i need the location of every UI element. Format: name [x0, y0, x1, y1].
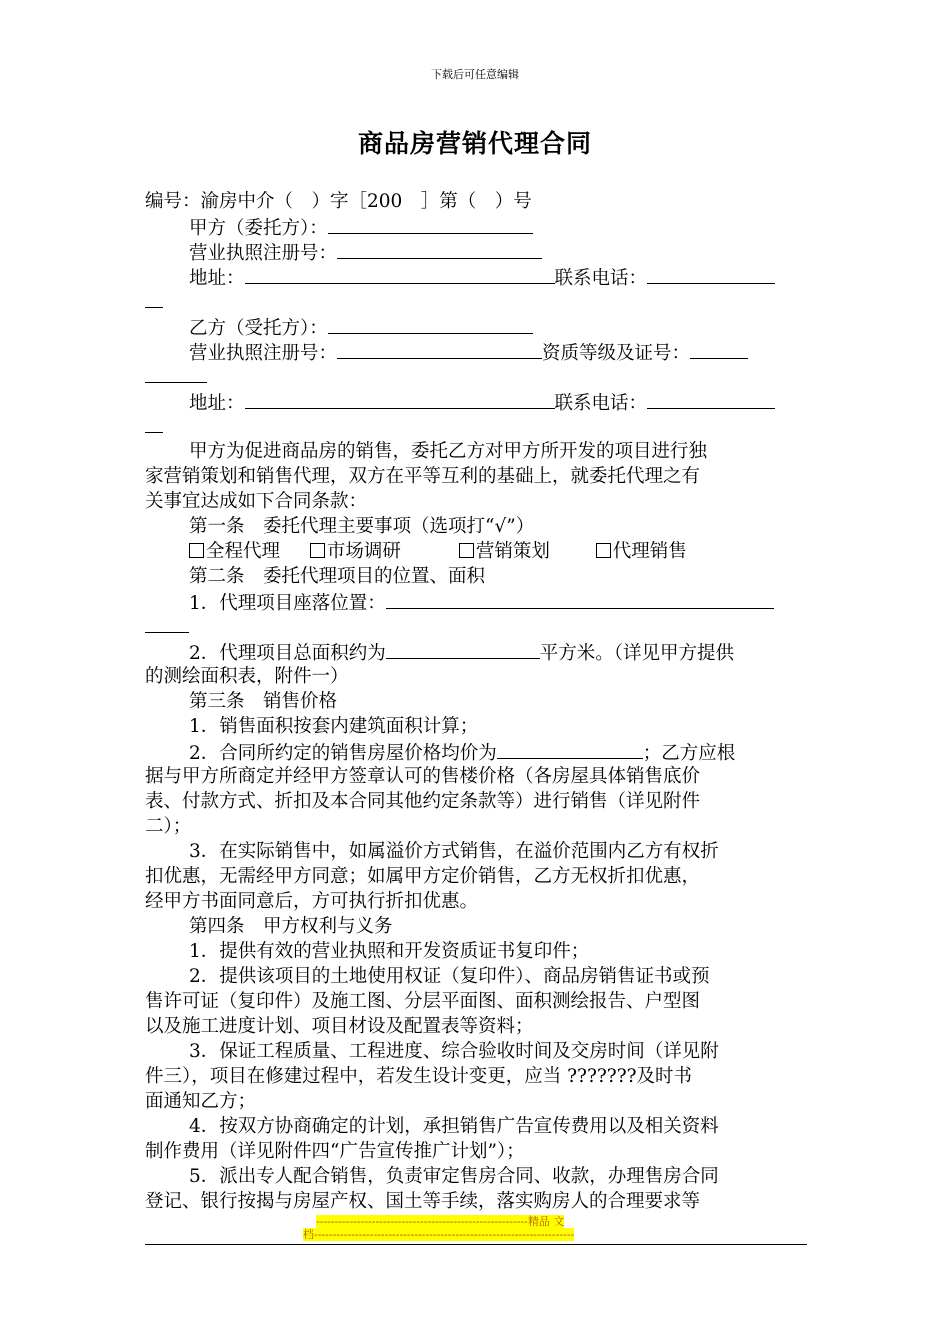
- blank-field: [647, 265, 775, 284]
- article-4-item-5-cont: 登记、银行按揭与房屋产权、国土等手续，落实购房人的合理要求等: [145, 1191, 701, 1212]
- party-a-address-line: 地址： 联系电话：: [189, 265, 807, 289]
- blank-field: [328, 315, 533, 334]
- checkbox-icon: [310, 543, 325, 558]
- article-4-item-2: 2．提供该项目的土地使用权证（复印件）、商品房销售证书或预: [189, 966, 710, 987]
- blank-field: [337, 240, 542, 259]
- option-market-research[interactable]: 市场调研: [310, 541, 401, 562]
- footer-highlight-line-2: 档----------------------------------------------------------------------: [303, 1228, 575, 1241]
- blank-field: [337, 340, 542, 359]
- article-4-item-3-cont: 件三），项目在修建过程中，若发生设计变更，应当 ???????及时书: [145, 1066, 693, 1087]
- blank-field: [690, 340, 748, 359]
- preamble-line: 关事宜达成如下合同条款：: [145, 491, 368, 512]
- preamble-line: 甲方为促进商品房的销售，委托乙方对甲方所开发的项目进行独: [189, 441, 708, 462]
- article-2-item-2-cont: 的测绘面积表，附件一）: [145, 666, 349, 687]
- overflow-blank: [145, 616, 807, 640]
- article-2-item-2: 2．代理项目总面积约为 平方米。（详见甲方提供: [189, 640, 807, 664]
- blank-field: [647, 390, 775, 409]
- article-4-item-3: 3．保证工程质量、工程进度、综合验收时间及交房时间（详见附: [189, 1041, 719, 1062]
- footer-rule: [145, 1244, 807, 1245]
- blank-field: [386, 590, 774, 609]
- option-row: [189, 540, 807, 564]
- preamble-line: 家营销策划和销售代理，双方在平等互利的基础上，就委托代理之有: [145, 466, 701, 487]
- option-full-agency[interactable]: 全程代理: [189, 541, 280, 562]
- option-marketing-plan[interactable]: 营销策划: [459, 541, 550, 562]
- blank-field: [497, 740, 643, 759]
- blank-field: [386, 640, 540, 659]
- article-4-item-4-cont: 制作费用（详见附件四“广告宣传推广计划”）；: [145, 1141, 525, 1162]
- option-sales-agency[interactable]: 代理销售: [596, 541, 687, 562]
- article-3-heading: 第三条 销售价格: [189, 691, 338, 712]
- article-4-item-5: 5．派出专人配合销售，负责审定售房合同、收款，办理售房合同: [189, 1166, 719, 1187]
- party-b-license-line: 营业执照注册号： 资质等级及证号：: [189, 340, 807, 364]
- article-3-item-3-cont: 经甲方书面同意后，方可执行折扣优惠。: [145, 891, 479, 912]
- article-4-item-1: 1．提供有效的营业执照和开发资质证书复印件；: [189, 941, 590, 962]
- article-3-item-2-cont: 二）；: [145, 816, 192, 837]
- article-2-heading: 第二条 委托代理项目的位置、面积: [189, 566, 486, 587]
- checkbox-icon: [189, 543, 204, 558]
- party-a-license-line: 营业执照注册号：: [189, 240, 807, 264]
- party-b-address-line: 地址： 联系电话：: [189, 390, 807, 414]
- party-b-line: 乙方（受托方）：: [189, 315, 807, 339]
- checkbox-icon: [459, 543, 474, 558]
- article-3-item-3-cont: 扣优惠，无需经甲方同意；如属甲方定价销售，乙方无权折扣优惠，: [145, 866, 701, 887]
- article-1-heading: 第一条 委托代理主要事项（选项打“√”）: [189, 516, 535, 537]
- article-4-item-3-cont: 面通知乙方；: [145, 1091, 257, 1112]
- checkbox-icon: [596, 543, 611, 558]
- blank-field: [245, 265, 555, 284]
- article-2-item-1: 1．代理项目座落位置：: [189, 590, 807, 614]
- article-3-item-2-cont: 表、付款方式、折扣及本合同其他约定条款等）进行销售（详见附件: [145, 791, 701, 812]
- blank-field: [245, 390, 555, 409]
- party-a-line: 甲方（委托方）：: [189, 215, 807, 239]
- article-4-heading: 第四条 甲方权利与义务: [189, 916, 393, 937]
- article-4-item-2-cont: 以及施工进度计划、项目材设及配置表等资料；: [145, 1016, 534, 1037]
- contract-number-line: 编号：渝房中介（ ）字［200 ］第（ ）号: [145, 191, 532, 212]
- footer-highlight-line-1: ---------------------------------------------------------精品 文: [316, 1215, 565, 1228]
- header-note: 下载后可任意编辑: [431, 68, 519, 81]
- article-4-item-4: 4．按双方协商确定的计划，承担销售广告宣传费用以及相关资料: [189, 1116, 719, 1137]
- blank-field: [328, 215, 533, 234]
- article-4-item-2-cont: 售许可证（复印件）及施工图、分层平面图、面积测绘报告、户型图: [145, 991, 701, 1012]
- overflow-blank: [145, 291, 807, 315]
- article-3-item-3: 3．在实际销售中，如属溢价方式销售，在溢价范围内乙方有权折: [189, 841, 719, 862]
- document-title: 商品房营销代理合同: [357, 129, 592, 158]
- article-3-item-2: 2．合同所约定的销售房屋价格均价为 ；乙方应根: [189, 740, 807, 764]
- overflow-blank: [145, 416, 807, 440]
- article-3-item-1: 1．销售面积按套内建筑面积计算；: [189, 716, 479, 737]
- overflow-blank: [145, 366, 807, 390]
- article-3-item-2-cont: 据与甲方所商定并经甲方签章认可的售楼价格（各房屋具体销售底价: [145, 766, 701, 787]
